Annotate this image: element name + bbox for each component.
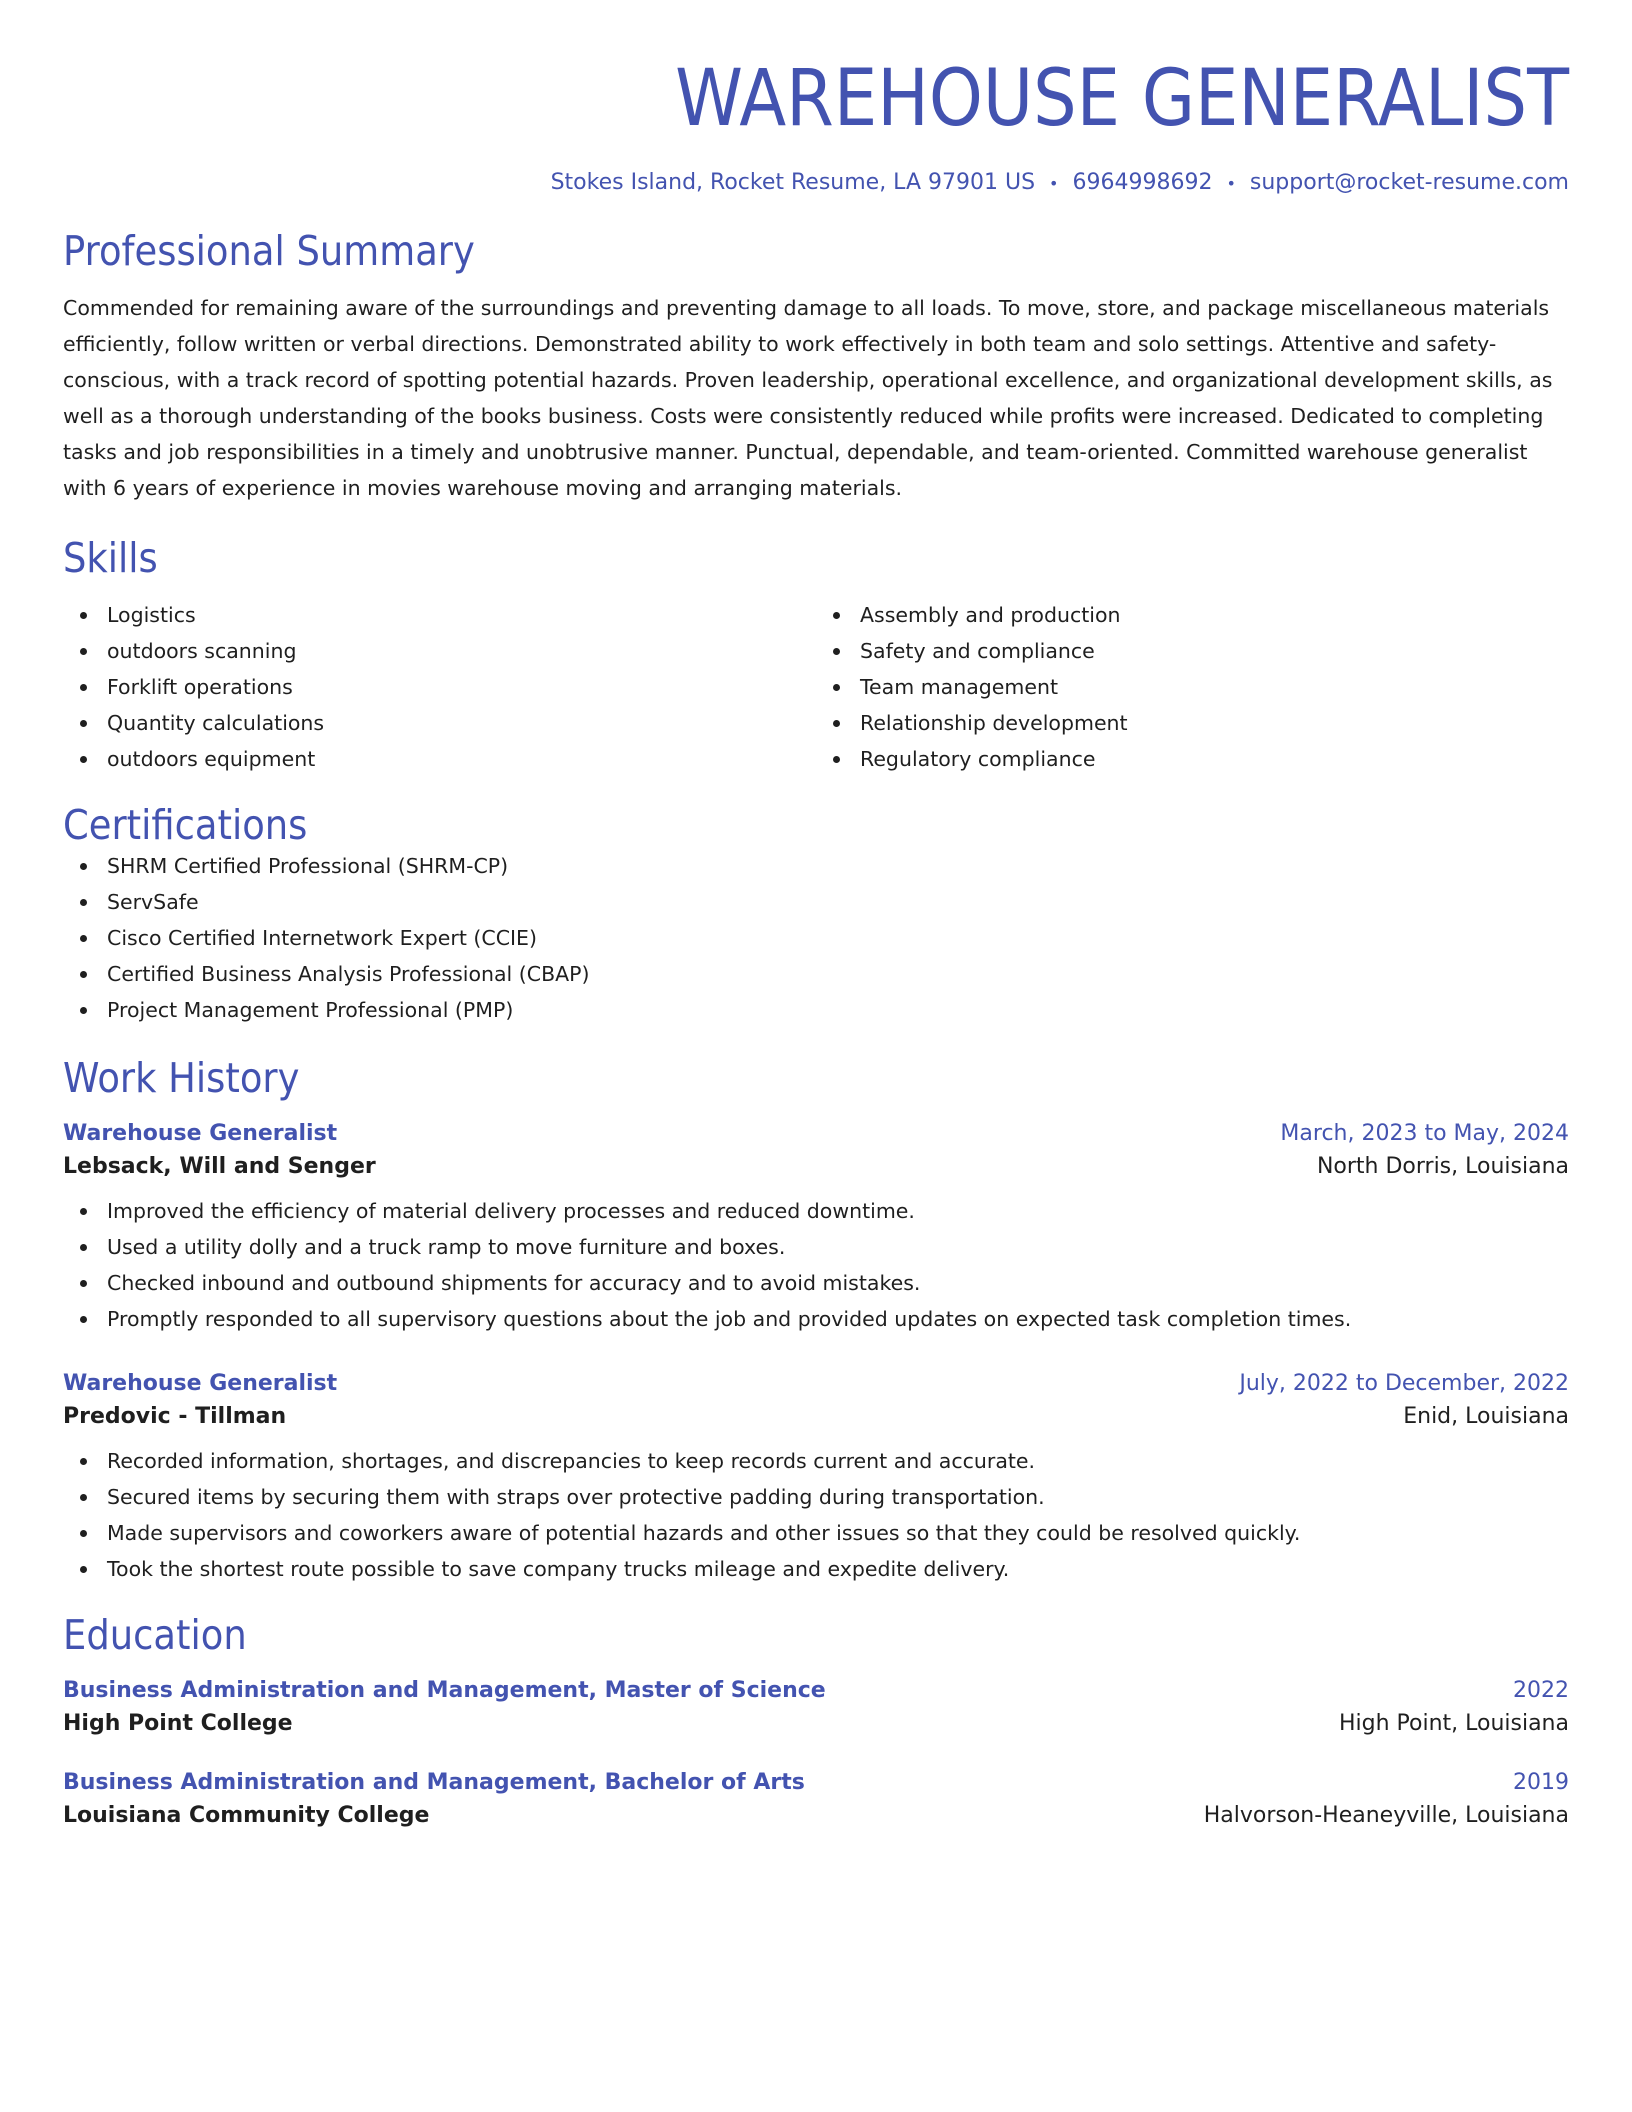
job-bullet: Made supervisors and coworkers aware of potential hazards and other issues so that they could be resolved quickly. <box>107 1515 1569 1551</box>
section-title-certifications: Certifications <box>63 801 308 850</box>
job-company-row <box>63 1404 1569 1429</box>
certification-item: Certified Business Analysis Professional (CBAP) <box>107 956 1569 992</box>
skill-item: Regulatory compliance <box>860 741 1569 777</box>
section-title-education: Education <box>63 1611 247 1660</box>
job-bullet: Checked inbound and outbound shipments for accuracy and to avoid mistakes. <box>107 1265 1569 1301</box>
education-year: 2019 <box>1513 1770 1569 1796</box>
job-title: Warehouse Generalist <box>63 1371 338 1397</box>
education-year: 2022 <box>1513 1678 1569 1704</box>
skill-item: Relationship development <box>860 705 1569 741</box>
certification-item: Cisco Certified Internetwork Expert (CCIE) <box>107 920 1569 956</box>
skills-grid <box>63 597 1569 777</box>
job-entry <box>63 1371 1569 1587</box>
job-bullets <box>63 1443 1569 1587</box>
education-header-row <box>63 1678 1569 1703</box>
skills-list-right <box>816 597 1569 777</box>
certification-item: SHRM Certified Professional (SHRM-CP) <box>107 848 1569 884</box>
job-location: Enid, Louisiana <box>1403 1404 1569 1430</box>
section-title-work-history: Work History <box>63 1054 300 1103</box>
job-bullet: Took the shortest route possible to save company trucks mileage and expedite delivery. <box>107 1551 1569 1587</box>
education-location: High Point, Louisiana <box>1338 1711 1569 1737</box>
education-section <box>63 1613 1569 1828</box>
job-entry <box>63 1121 1569 1337</box>
job-company: Lebsack, Will and Senger <box>63 1154 376 1180</box>
section-title-summary: Professional Summary <box>63 227 475 275</box>
job-bullet: Used a utility dolly and a truck ramp to move furniture and boxes. <box>107 1229 1569 1265</box>
section-title-skills: Skills <box>63 534 158 583</box>
candidate-name: WAREHOUSE GENERALIST <box>675 54 1569 144</box>
education-school-row <box>63 1711 1569 1736</box>
skill-item: Forklift operations <box>107 669 816 705</box>
separator-dot: • <box>1049 173 1059 193</box>
education-school-row <box>63 1803 1569 1828</box>
work-history-section <box>63 1056 1569 1587</box>
resume-header <box>63 54 1569 195</box>
skill-item: Team management <box>860 669 1569 705</box>
job-dates: July, 2022 to December, 2022 <box>1239 1371 1569 1397</box>
job-bullet: Recorded information, shortages, and discrepancies to keep records current and accurate. <box>107 1443 1569 1479</box>
skill-item: outdoors equipment <box>107 741 816 777</box>
education-degree: Business Administration and Management, Master of Science <box>63 1678 826 1704</box>
education-school: High Point College <box>63 1711 293 1737</box>
contact-phone: 6964998692 <box>1072 170 1213 195</box>
job-title: Warehouse Generalist <box>63 1121 338 1147</box>
contact-email: support@rocket-resume.com <box>1249 170 1569 195</box>
education-entry <box>63 1678 1569 1736</box>
skill-item: Safety and compliance <box>860 633 1569 669</box>
skill-item: Assembly and production <box>860 597 1569 633</box>
skill-item: Quantity calculations <box>107 705 816 741</box>
job-bullet: Promptly responded to all supervisory questions about the job and provided updates on expected task completion times. <box>107 1301 1569 1337</box>
certifications-list <box>63 848 1569 1028</box>
job-bullet: Secured items by securing them with straps over protective padding during transportation. <box>107 1479 1569 1515</box>
certifications-section <box>63 803 1569 1028</box>
skills-list-left <box>63 597 816 777</box>
separator-dot: • <box>1226 173 1236 193</box>
job-bullet: Improved the efficiency of material delivery processes and reduced downtime. <box>107 1193 1569 1229</box>
summary-text: Commended for remaining aware of the surroundings and preventing damage to all loads. To move, store, and package miscellaneous materials efficiently, follow written or verbal directions. Demonstrated ability to work effectively in both team and solo settings. Attentive and safety-conscious, with a track record of spotting potential hazards. Proven leadership, operational excellence, and organizational development skills, as well as a thorough understanding of the books business. Costs were consistently reduced while profits were increased. Dedicated to completing tasks and job responsibilities in a timely and unobtrusive manner. Punctual, dependable, and team-oriented. Committed warehouse generalist with 6 years of experience in movies warehouse moving and arranging materials. <box>63 296 1553 501</box>
certification-item: Project Management Professional (PMP) <box>107 992 1569 1028</box>
job-company-row <box>63 1154 1569 1179</box>
job-location: North Dorris, Louisiana <box>1316 1154 1569 1180</box>
contact-line <box>63 170 1569 195</box>
education-school: Louisiana Community College <box>63 1803 430 1829</box>
skill-item: outdoors scanning <box>107 633 816 669</box>
contact-address: Stokes Island, Rocket Resume, LA 97901 US <box>550 170 1036 195</box>
certification-item: ServSafe <box>107 884 1569 920</box>
education-entry <box>63 1770 1569 1828</box>
summary-section <box>63 229 1569 506</box>
skill-item: Logistics <box>107 597 816 633</box>
job-header-row <box>63 1121 1569 1146</box>
skills-section <box>63 536 1569 777</box>
job-header-row <box>63 1371 1569 1396</box>
education-location: Halvorson-Heaneyville, Louisiana <box>1203 1803 1569 1829</box>
job-company: Predovic - Tillman <box>63 1404 287 1430</box>
job-bullets <box>63 1193 1569 1337</box>
education-header-row <box>63 1770 1569 1795</box>
job-dates: March, 2023 to May, 2024 <box>1280 1121 1569 1147</box>
education-degree: Business Administration and Management, Bachelor of Arts <box>63 1770 805 1796</box>
